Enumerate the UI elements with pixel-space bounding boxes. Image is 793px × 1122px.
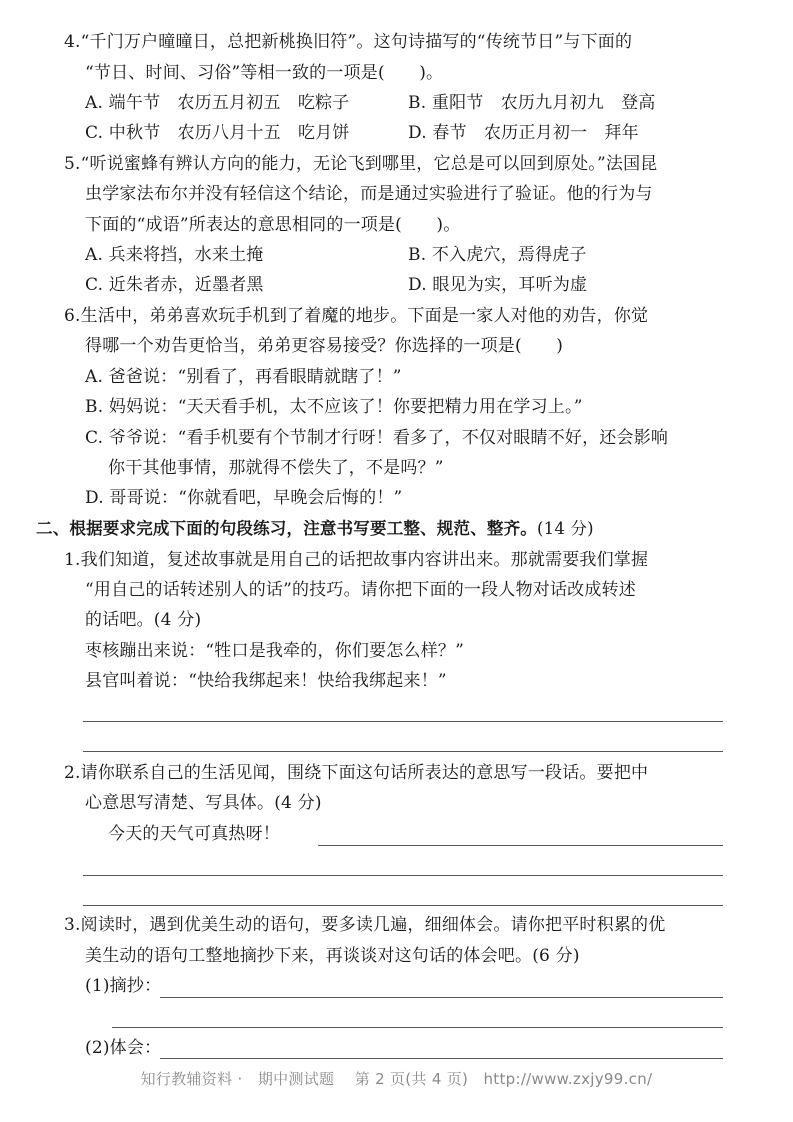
s2q2-line2: 心意思写清楚、写具体。(4 分) <box>85 793 322 813</box>
q6-option-b: B. 妈妈说：“天天看手机，太不应该了！你要把精力用在学习上。” <box>85 397 583 417</box>
s2q3-line2: 美生动的语句工整地摘抄下来，再谈谈对这句话的体会吧。(6 分) <box>85 946 580 966</box>
s2q2-line1: 2.请你联系自己的生活见闻，围绕下面这句话所表达的意思写一段话。要把中 <box>64 763 649 783</box>
s2q1-line2: “用自己的话转述别人的话”的技巧。请你把下面的一段人物对话改成转述 <box>85 580 636 600</box>
s2q1-line1: 1.我们知道，复述故事就是用自己的话把故事内容讲出来。那就需要我们掌握 <box>64 550 649 570</box>
q6-stem-line2: 得哪一个劝告更恰当，弟弟更容易接受？你选择的一项是( ) <box>85 336 564 356</box>
q5-stem-line2: 虫学家法布尔并没有轻信这个结论，而是通过实验进行了验证。他的行为与 <box>85 184 653 204</box>
s2q2-prompt-sentence: 今天的天气可真热呀！ <box>108 824 280 844</box>
answer-line[interactable] <box>83 875 723 876</box>
q4-option-a: A. 端午节 农历五月初五 吃粽子 <box>85 93 350 113</box>
q5-option-a: A. 兵来将挡，水来土掩 <box>85 245 264 265</box>
section-2-points: (14 分) <box>537 519 594 538</box>
s2q1-line3: 的话吧。(4 分) <box>85 610 202 630</box>
q5-option-c: C. 近朱者赤，近墨者黑 <box>85 275 264 295</box>
s2q3-line1: 3.阅读时，遇到优美生动的语句，要多读几遍，细细体会。请你把平时积累的优 <box>64 915 666 935</box>
q5-stem-line1: 5.“听说蜜蜂有辨认方向的能力，无论飞到哪里，它总是可以回到原处。”法国昆 <box>64 154 658 174</box>
section-2-heading <box>36 517 594 541</box>
q5-option-b: B. 不入虎穴，焉得虎子 <box>408 245 587 265</box>
q4-stem-line1: 4.“千门万户曈曈日，总把新桃换旧符”。这句诗描写的“传统节日”与下面的 <box>64 32 633 52</box>
answer-line[interactable] <box>160 1058 723 1059</box>
q6-option-c-line1: C. 爷爷说：“看手机要有个节制才行呀！看多了，不仅对眼睛不好，还会影响 <box>85 428 669 448</box>
answer-line[interactable] <box>112 1027 723 1028</box>
q4-stem-line2: “节日、时间、习俗”等相一致的一项是( )。 <box>85 63 444 83</box>
q6-stem-line1: 6.生活中，弟弟喜欢玩手机到了着魔的地步。下面是一家人对他的劝告，你觉 <box>64 306 649 326</box>
s2q1-dialogue-1: 枣核蹦出来说：“牲口是我牵的，你们要怎么样？” <box>85 641 464 661</box>
page-footer: 知行教辅资料 · 期中测试题 第 2 页(共 4 页) http://www.zxjy99.cn/ <box>140 1070 653 1088</box>
answer-line[interactable] <box>83 751 723 752</box>
q6-option-d: D. 哥哥说：“你就看吧，早晚会后悔的！” <box>85 488 403 508</box>
q6-option-c-line2: 你干其他事情，那就得不偿失了，不是吗？” <box>108 458 444 478</box>
section-2-title: 二、根据要求完成下面的句段练习，注意书写要工整、规范、整齐。 <box>36 519 537 538</box>
answer-line[interactable] <box>83 721 723 722</box>
s2q3-reflection-label: (2)体会： <box>85 1038 162 1058</box>
answer-line[interactable] <box>83 905 723 906</box>
s2q1-dialogue-2: 县官叫着说：“快给我绑起来！快给我绑起来！” <box>85 671 447 691</box>
answer-line[interactable] <box>160 997 723 998</box>
q4-option-d: D. 春节 农历正月初一 拜年 <box>408 123 639 143</box>
answer-line[interactable] <box>318 845 723 846</box>
q5-stem-line3: 下面的“成语”所表达的意思相同的一项是( )。 <box>85 215 461 235</box>
q5-option-d: D. 眼见为实，耳听为虚 <box>408 275 588 295</box>
q6-option-a: A. 爸爸说：“别看了，再看眼睛就瞎了！” <box>85 367 402 387</box>
q4-option-c: C. 中秋节 农历八月十五 吃月饼 <box>85 123 350 143</box>
s2q3-excerpt-label: (1)摘抄： <box>85 976 162 996</box>
q4-option-b: B. 重阳节 农历九月初九 登高 <box>408 93 656 113</box>
